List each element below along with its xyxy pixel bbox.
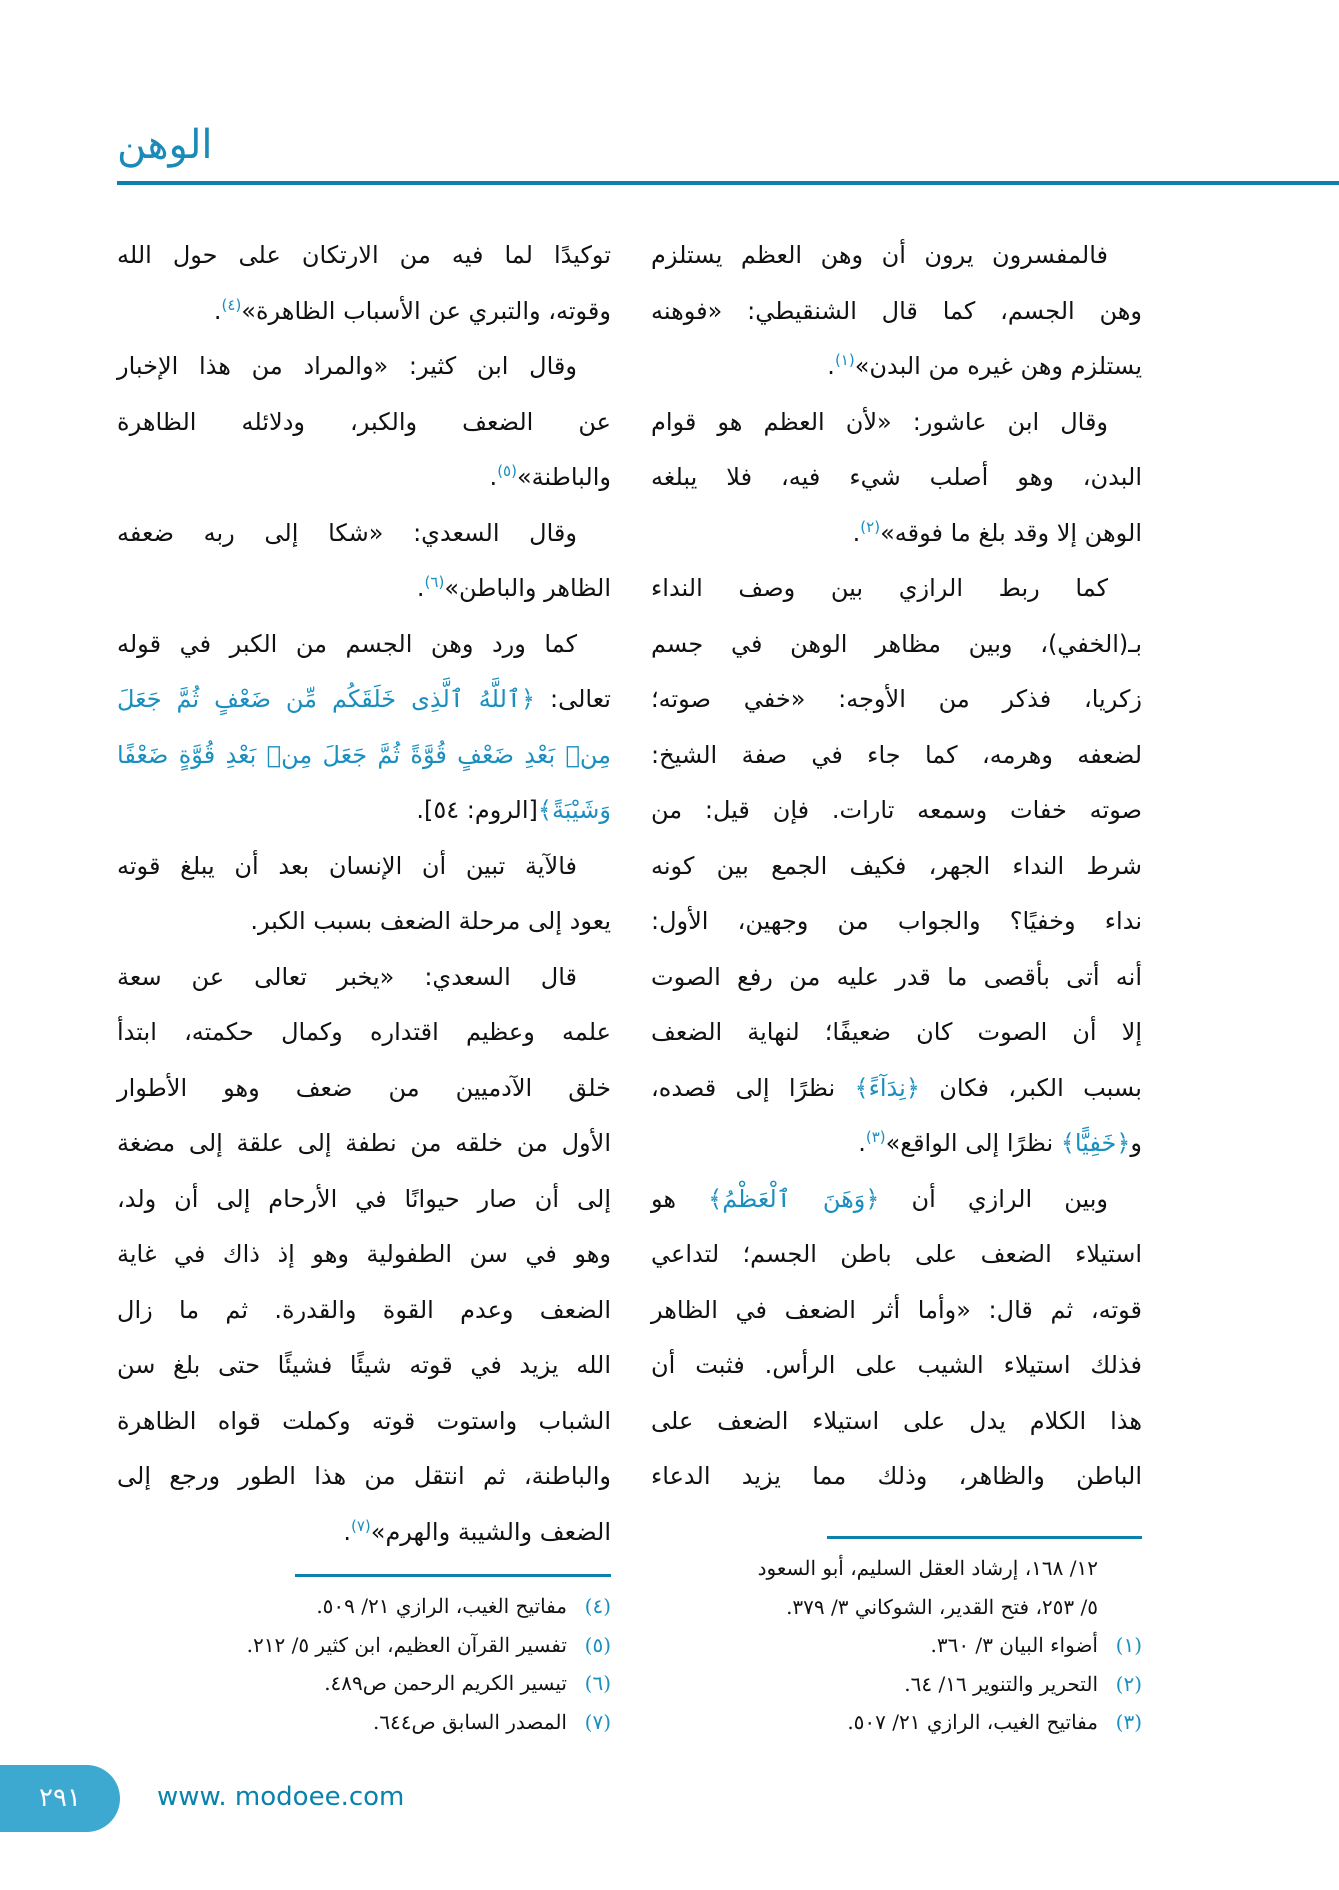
text-line (117, 1229, 611, 1279)
text-line (117, 785, 611, 835)
footnote-text: ٥/ ٢٥٣، فتح القدير، الشوكاني ٣/ ٣٧٩. (786, 1594, 1098, 1619)
footnote (930, 1626, 1142, 1664)
footnote-marker[interactable]: (٧) (350, 1516, 371, 1535)
text-segment: الباطن والظاهر، وذلك مما يزيد الدعاء (651, 1462, 1142, 1490)
footnote (786, 1588, 1142, 1626)
text-segment: وقال ابن كثير: «والمراد من هذا الإخبار (117, 352, 577, 380)
text-line (651, 1229, 1142, 1279)
text-segment: صوته خفات وسمعه تارات. فإن قيل: من (651, 796, 1142, 824)
footnote (316, 1587, 611, 1625)
text-segment: وقال ابن عاشور: «لأن العظم هو قوام (651, 407, 1108, 436)
footnote-text: مفاتيح الغيب، الرازي ٢١/ ٥٠٧. (847, 1710, 1098, 1734)
text-line (651, 1340, 1142, 1390)
text-line (117, 1063, 611, 1113)
footnote-number: (٤) (584, 1594, 611, 1618)
text-segment: استيلاء الضعف على باطن الجسم؛ لتداعي (651, 1240, 1142, 1268)
footnote-number: (٣) (1115, 1710, 1142, 1734)
text-line (651, 230, 1142, 280)
text-segment: يستلزم وهن غيره من البدن» (854, 352, 1142, 380)
text-segment: الوهن إلا وقد بلغ ما فوقه» (880, 518, 1142, 547)
text-line (117, 1285, 611, 1335)
text-line (117, 1451, 611, 1501)
text-line (117, 341, 611, 391)
text-segment: شرط النداء الجهر، فكيف الجمع بين كونه (651, 851, 1142, 880)
text-segment: وهو في سن الطفولية وهو إذ ذاك في غاية (117, 1240, 611, 1268)
text-line (651, 286, 1142, 336)
text-segment: . (416, 574, 425, 602)
footnote-number: (١) (1115, 1633, 1142, 1657)
text-segment: والباطنة» (516, 463, 611, 491)
text-line (117, 1507, 611, 1557)
text-segment: نظرًا إلى قصده، (651, 1073, 855, 1102)
footnote-marker[interactable]: (٥) (497, 462, 517, 480)
footnote (373, 1703, 611, 1741)
text-line (117, 563, 611, 613)
text-segment: وقال السعدي: «شكا إلى ربه ضعفه (117, 518, 577, 547)
header-rule (117, 181, 1339, 185)
text-segment: قوته، ثم قال: «وأما أثر الضعف في الظاهر (651, 1295, 1142, 1324)
text-segment: الضعف والشيبة والهرم» (370, 1517, 611, 1546)
text-line (651, 508, 1142, 558)
text-line (651, 1451, 1142, 1501)
text-line (651, 1285, 1142, 1335)
text-line (117, 952, 611, 1002)
footnote-text: ١٢/ ١٦٨، إرشاد العقل السليم، أبو السعود (757, 1556, 1098, 1580)
footnote-rule-right (827, 1536, 1142, 1539)
text-segment: خلق الآدميين من ضعف وهو الأطوار (117, 1073, 611, 1102)
text-line (117, 896, 611, 946)
footnote-marker[interactable]: (٣) (865, 1128, 886, 1146)
text-line (651, 1007, 1142, 1057)
text-line (651, 1063, 1142, 1113)
quran-verse: ﴿خَفِيًّا﴾ (1060, 1129, 1131, 1157)
text-segment: الظاهر والباطن» (444, 574, 611, 602)
footnote-text: مفاتيح الغيب، الرازي ٢١/ ٥٠٩. (316, 1594, 567, 1618)
text-segment: يعود إلى مرحلة الضعف بسبب الكبر. (250, 907, 611, 935)
text-segment: وبين الرازي أن (879, 1184, 1108, 1213)
footnote-rule-left (295, 1574, 611, 1577)
text-segment: هو (651, 1184, 709, 1213)
quran-verse: ﴿ٱللَّهُ ٱلَّذِى خَلَقَكُم مِّن ضَعْفٍ ثُمَّ جَعَلَ (117, 685, 536, 713)
text-segment: نداء وخفيًا؟ والجواب من وجهين، الأول: (651, 907, 1142, 935)
text-line (651, 674, 1142, 724)
text-line (117, 286, 611, 336)
text-line (651, 730, 1142, 780)
text-segment: علمه وعظيم اقتداره وكمال حكمته، ابتدأ (117, 1018, 611, 1046)
text-segment: تعالى: (535, 685, 611, 713)
quran-verse: ﴿نِدَآءً﴾ (854, 1073, 920, 1102)
footnote-text: أضواء البيان ٣/ ٣٦٠. (930, 1633, 1098, 1657)
text-line (651, 341, 1142, 391)
footnote (758, 1549, 1142, 1587)
text-line (117, 1007, 611, 1057)
text-line (117, 1396, 611, 1446)
text-line (651, 397, 1142, 447)
quran-verse: ﴿وَهَنَ ٱلْعَظْمُ﴾ (708, 1184, 880, 1213)
text-segment: هذا الكلام يدل على استيلاء الضعف على (651, 1406, 1142, 1435)
text-line (651, 841, 1142, 891)
text-segment: إلا أن الصوت كان ضعيفًا؛ لنهاية الضعف (651, 1018, 1142, 1046)
footnote-marker[interactable]: (١) (834, 351, 855, 369)
text-segment: بـ(الخفي)، وبين مظاهر الوهن في جسم (651, 629, 1142, 658)
website-link[interactable]: www. modoee.com (157, 1782, 405, 1812)
text-segment: كما ربط الرازي بين وصف النداء (651, 574, 1108, 602)
footnote-text: تيسير الكريم الرحمن ص٤٨٩. (324, 1671, 567, 1695)
text-line (117, 1118, 611, 1168)
text-segment: والباطنة، ثم انتقل من هذا الطور ورجع إلى (117, 1462, 611, 1490)
footnote-number: (٦) (584, 1671, 611, 1695)
text-line (117, 1174, 611, 1224)
text-line (651, 452, 1142, 502)
footnote (847, 1703, 1142, 1741)
footnote-text: التحرير والتنوير ١٦/ ٦٤. (904, 1671, 1098, 1696)
text-line (117, 397, 611, 447)
text-segment: توكيدًا لما فيه من الارتكان على حول الله (117, 241, 611, 269)
text-line (117, 508, 611, 558)
text-line (651, 1396, 1142, 1446)
footnote (904, 1665, 1142, 1703)
text-segment: . (858, 1129, 866, 1157)
text-segment: . (489, 463, 498, 491)
text-segment: لضعفه وهرمه، كما جاء في صفة الشيخ: (651, 740, 1142, 769)
text-line (117, 841, 611, 891)
text-line (651, 563, 1142, 613)
text-segment: و (1130, 1129, 1142, 1157)
footnote (247, 1626, 611, 1664)
text-segment: فالآية تبين أن الإنسان بعد أن يبلغ قوته (117, 851, 577, 880)
text-segment: وقوته، والتبري عن الأسباب الظاهرة» (241, 296, 611, 325)
text-segment: الأول من خلقه من نطفة إلى علقة إلى مضغة (117, 1129, 611, 1157)
text-segment: الله يزيد في قوته شيئًا فشيئًا حتى بلغ سن (117, 1351, 611, 1379)
text-segment: قال السعدي: «يخبر تعالى عن سعة (117, 962, 577, 991)
text-segment: نظرًا إلى الواقع» (885, 1129, 1061, 1157)
text-segment: عن الضعف والكبر، ودلائله الظاهرة (117, 407, 611, 436)
footnote-number: (٥) (584, 1632, 611, 1657)
text-segment: زكريا، فذكر من الأوجه: «خفي صوته؛ (651, 685, 1142, 713)
text-line (651, 1174, 1142, 1224)
footnote-number: (٧) (584, 1709, 611, 1734)
footnote-text: تفسير القرآن العظيم، ابن كثير ٥/ ٢١٢. (246, 1632, 567, 1657)
text-segment: إلى أن صار حيوانًا في الأرحام إلى أن ولد، (117, 1184, 611, 1213)
text-segment: فذلك استيلاء الشيب على الرأس. فثبت أن (651, 1351, 1142, 1379)
quran-verse: مِنۢ بَعْدِ ضَعْفٍ قُوَّةً ثُمَّ جَعَلَ مِنۢ بَعْدِ قُوَّةٍ ضَعْفًا (117, 740, 611, 769)
text-line (117, 619, 611, 669)
text-segment: . (213, 296, 222, 325)
footnote-marker[interactable]: (٢) (860, 517, 881, 536)
page-number: ٢٩١ (0, 1765, 120, 1832)
text-line (651, 896, 1142, 946)
text-segment: الشباب واستوت قوته وكملت قواه الظاهرة (117, 1406, 611, 1435)
quran-verse: وَشَيْبَةً﴾ (537, 796, 611, 824)
footnote-text: المصدر السابق ص٦٤٤. (372, 1709, 567, 1734)
text-segment: أنه أتى بأقصى ما قدر عليه من رفع الصوت (651, 962, 1142, 991)
text-line (651, 952, 1142, 1002)
text-segment: كما ورد وهن الجسم من الكبر في قوله (117, 629, 577, 658)
text-segment: البدن، وهو أصلب شيء فيه، فلا يبلغه (651, 463, 1142, 491)
text-segment: فالمفسرون يرون أن وهن العظم يستلزم (651, 241, 1108, 269)
text-segment: [الروم: ٥٤]. (416, 796, 538, 824)
text-line (117, 730, 611, 780)
text-line (651, 785, 1142, 835)
text-segment: بسبب الكبر، فكان (919, 1073, 1142, 1102)
footnote-number: (٢) (1115, 1671, 1142, 1696)
footnote-marker[interactable]: (٤) (221, 295, 242, 314)
text-line (117, 452, 611, 502)
footnote-marker[interactable]: (٦) (424, 573, 445, 591)
chapter-title: الوهن (117, 122, 213, 168)
text-line (651, 619, 1142, 669)
text-line (117, 230, 611, 280)
text-segment: وهن الجسم، كما قال الشنقيطي: «فوهنه (651, 296, 1142, 325)
text-line (117, 674, 611, 724)
text-segment: . (852, 518, 861, 547)
text-segment: . (343, 1517, 351, 1546)
text-segment: . (827, 352, 835, 380)
text-segment: الضعف وعدم القوة والقدرة. ثم ما زال (117, 1295, 611, 1324)
footnote (324, 1664, 611, 1702)
text-line (651, 1118, 1142, 1168)
text-line (117, 1340, 611, 1390)
